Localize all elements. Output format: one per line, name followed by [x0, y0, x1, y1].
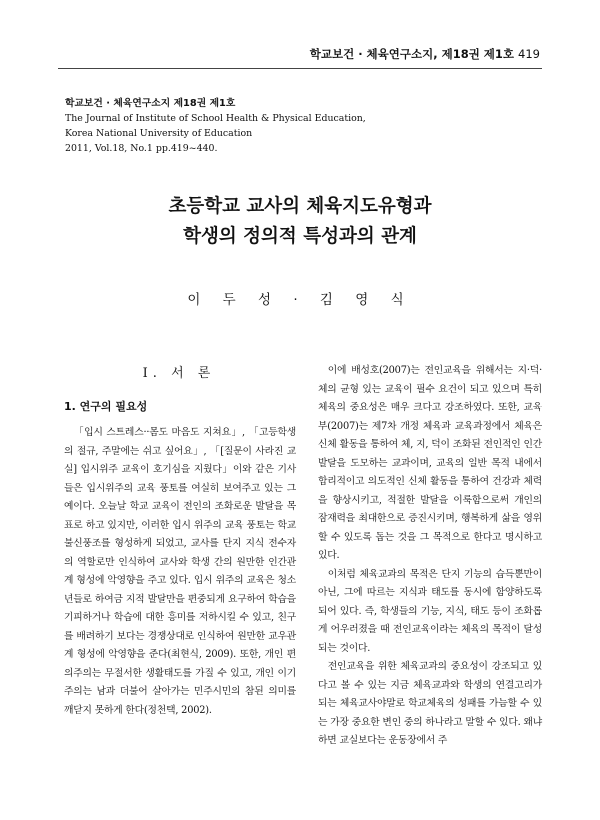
authors: 이 두 성 · 김 영 식	[187, 292, 413, 308]
journal-citation: 2011, Vol.18, No.1 pp.419~440.	[65, 143, 218, 154]
paper-title	[0, 192, 600, 252]
left-column	[64, 424, 296, 720]
journal-meta	[65, 96, 366, 156]
section-heading: Ⅰ. 서 론	[142, 366, 216, 381]
journal-name-en-1: The Journal of Institute of School Health & Physical Education,	[65, 113, 366, 124]
paragraph: 「입시 스트레스··몸도 마음도 지쳐요」, 「고등학생의 절규, 주말에는 쉬고 싶어요」, 「[질문이 사라진 교실] 입시위주 교육이 호기심을 지웠다」이와 같은 기사 들은 입시위주의 교육 풍토를 여실히 보여주고 있는 그 예이다. 오늘날 학교 교육이 전인의 조화로운 발달을 목표로 하고 있지만, 이러한 입시 위주의 교육 풍토는 학교 불신풍조를 형성하게 되었고, 교사를 단지 지식 전수자의 역할로만 인식하여 교사와 학생 간의 원만한 인간관계 형성에 악영향을 주고 있다. 입시 위주의 교육은 청소년들로 하여금 지적 발달만을 편중되게 요구하여 학습을 기피하거나 학습에 대한 흥미를 저하시킬 수 있고, 친구를 배려하기 보다는 경쟁상대로 인식하여 원만한 교우관계 형성에 악영향을 준다(최현식, 2009). 또한, 개인 편의주의는 무절서한 생활태도를 가질 수 있고, 개인 이기주의는 남과 더불어 살아가는 민주시민의 참된 의미를 깨닫지 못하게 한다(정천택, 2002).	[64, 427, 296, 716]
paragraph: 이처럼 체육교과의 목적은 단지 기능의 습득뿐만이 아닌, 그에 따르는 지식과 태도를 동시에 함양하도록 되어 있다. 즉, 학생들의 기능, 지식, 태도 등이 조화롭게 어우러졌을 때 전인교육이라는 체육의 목적이 달성되는 것이다.	[318, 568, 542, 654]
right-column	[318, 362, 542, 751]
running-header	[310, 46, 540, 62]
title-line-2: 학생의 정의적 특성과의 관계	[183, 226, 417, 247]
journal-name-kr: 학교보건 · 체육연구소지 제18권 제1호	[65, 98, 236, 109]
journal-name-en-2: Korea National University of Education	[65, 128, 253, 139]
paragraph: 이에 배성호(2007)는 전인교육을 위해서는 지·덕·체의 균형 있는 교육이 필수 요건이 되고 있으며 특히 체육의 중요성은 매우 크다고 강조하였다. 또한, 교육부(2007)는 제7차 개정 체육과 교육과정에서 체육은 신체 활동을 통하여 체, 지, 덕이 조화된 전인적인 인간 발달을 도모하는 교과이며, 교육의 일반 목적 내에서 합리적이고 의도적인 신체 활동을 통하여 건강과 체력을 향상시키고, 적절한 발달을 이룩함으로써 개인의 잠재력을 최대한으로 증진시키며, 행복하게 삶을 영위할 수 있도록 돕는 것을 그 목적으로 한다고 명시하고 있다.	[318, 365, 542, 561]
title-line-1: 초등학교 교사의 체육지도유형과	[168, 196, 432, 217]
header-rule	[58, 68, 542, 69]
page-number: 419	[518, 47, 540, 61]
running-header-text: 학교보건 · 체육연구소지, 제18권 제1호	[309, 47, 515, 61]
paragraph: 전인교육을 위한 체육교과의 중요성이 강조되고 있다고 볼 수 있는 지금 체육교과와 학생의 연결고리가 되는 체육교사야말로 학교체육의 성패를 가늠할 수 있는 가장 중요한 변인 중의 하나라고 말할 수 있다. 왜냐하면 교실보다는 운동장에서 주	[318, 661, 542, 746]
subsection-heading: 1. 연구의 필요성	[64, 400, 148, 413]
